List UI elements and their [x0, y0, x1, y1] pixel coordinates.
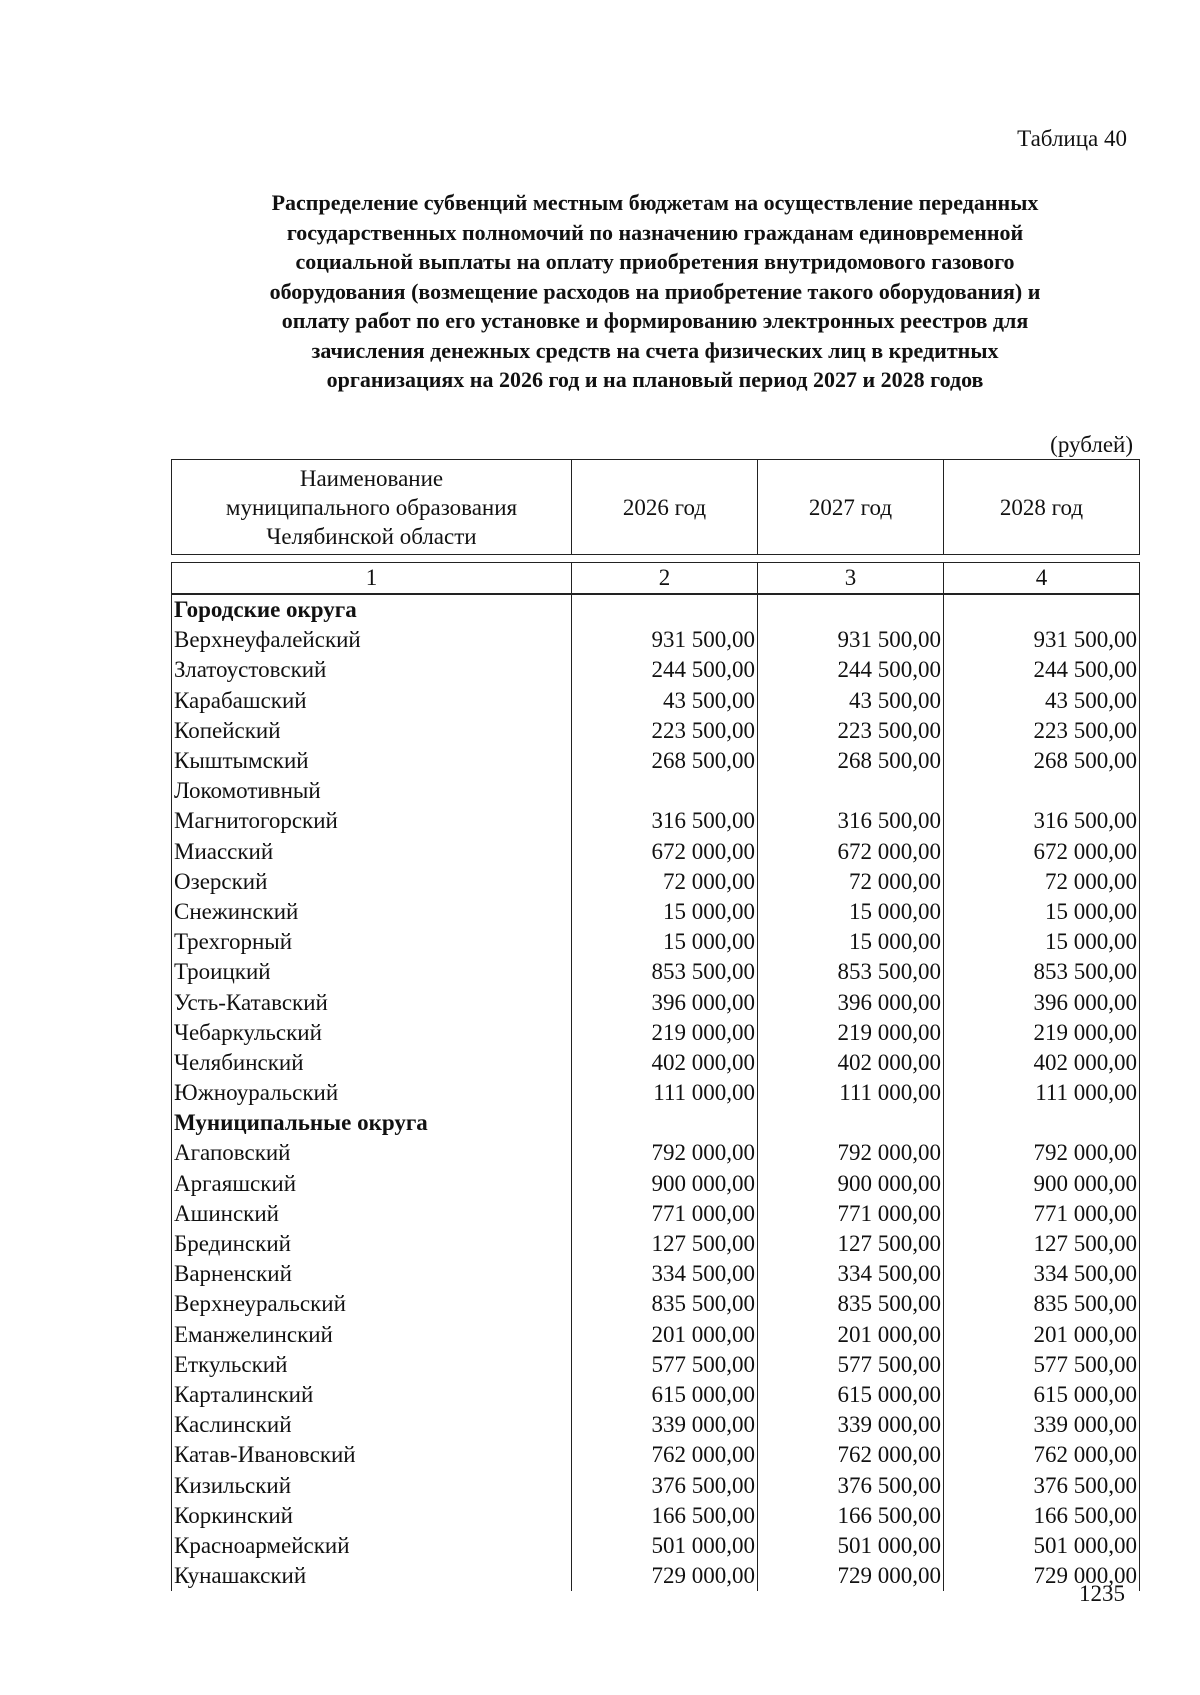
- table-row: [172, 1531, 1140, 1561]
- value-2026: 15 000,00: [572, 897, 758, 927]
- table-row: [172, 1018, 1140, 1048]
- value-2028: 43 500,00: [944, 686, 1140, 716]
- value-2026: 244 500,00: [572, 655, 758, 685]
- value-2028: 501 000,00: [944, 1531, 1140, 1561]
- value-2028: 792 000,00: [944, 1138, 1140, 1168]
- value-2027: 316 500,00: [758, 806, 944, 836]
- table-row: [172, 806, 1140, 836]
- table-row: [172, 1229, 1140, 1259]
- municipality-name: Кыштымский: [172, 746, 572, 776]
- municipality-name: Карабашский: [172, 686, 572, 716]
- table-row: [172, 1440, 1140, 1470]
- empty-cell: [944, 1108, 1140, 1138]
- value-2028: 201 000,00: [944, 1320, 1140, 1350]
- table-row: [172, 957, 1140, 987]
- value-2027: 853 500,00: [758, 957, 944, 987]
- empty-cell: [572, 1108, 758, 1138]
- value-2027: 771 000,00: [758, 1199, 944, 1229]
- municipality-name: Троицкий: [172, 957, 572, 987]
- value-2028: 615 000,00: [944, 1380, 1140, 1410]
- header-year-2028: 2028 год: [944, 460, 1140, 555]
- title-line: оплату работ по его установке и формированию электронных реестров для: [281, 308, 1029, 333]
- value-2028: 729 000,00: [944, 1561, 1140, 1591]
- municipality-name: Локомотивный: [172, 776, 572, 806]
- value-2026: 43 500,00: [572, 686, 758, 716]
- table-row: [172, 625, 1140, 655]
- value-2027: 835 500,00: [758, 1289, 944, 1319]
- table-row: [172, 1048, 1140, 1078]
- header-row: [172, 460, 1140, 555]
- municipality-name: Миасский: [172, 837, 572, 867]
- value-2026: 316 500,00: [572, 806, 758, 836]
- municipality-name: Агаповский: [172, 1138, 572, 1168]
- title-line: оборудования (возмещение расходов на приобретение такого оборудования) и: [269, 278, 1041, 304]
- column-number: 2: [572, 563, 758, 595]
- table-row: [172, 1169, 1140, 1199]
- title-line: социальной выплаты на оплату приобретения внутридомового газового: [295, 249, 1015, 274]
- table-row: [172, 1289, 1140, 1319]
- table-body: [172, 594, 1140, 1591]
- value-2027: 376 500,00: [758, 1470, 944, 1500]
- value-2026: 339 000,00: [572, 1410, 758, 1440]
- column-number: 4: [944, 563, 1140, 595]
- municipality-name: Еткульский: [172, 1350, 572, 1380]
- municipality-name: Каслинский: [172, 1410, 572, 1440]
- value-2028: 577 500,00: [944, 1350, 1140, 1380]
- value-2027: 244 500,00: [758, 655, 944, 685]
- value-2027: 396 000,00: [758, 987, 944, 1017]
- value-2027: 219 000,00: [758, 1018, 944, 1048]
- value-2027: 339 000,00: [758, 1410, 944, 1440]
- header-year-2026: 2026 год: [572, 460, 758, 555]
- value-2026: 771 000,00: [572, 1199, 758, 1229]
- value-2028: 771 000,00: [944, 1199, 1140, 1229]
- value-2028: 339 000,00: [944, 1410, 1140, 1440]
- municipality-name: Ашинский: [172, 1199, 572, 1229]
- table-row: [172, 1259, 1140, 1289]
- empty-cell: [758, 594, 944, 625]
- value-2026: 223 500,00: [572, 716, 758, 746]
- value-2027: 615 000,00: [758, 1380, 944, 1410]
- value-2026: 166 500,00: [572, 1501, 758, 1531]
- value-2027: 72 000,00: [758, 867, 944, 897]
- value-2028: 931 500,00: [944, 625, 1140, 655]
- group-header-row: [172, 1108, 1140, 1138]
- table-row: [172, 1199, 1140, 1229]
- municipality-name: Коркинский: [172, 1501, 572, 1531]
- municipality-name: Челябинский: [172, 1048, 572, 1078]
- title-line: организациях на 2026 год и на плановый период 2027 и 2028 годов: [326, 367, 984, 392]
- value-2028: 376 500,00: [944, 1470, 1140, 1500]
- value-2026: 900 000,00: [572, 1169, 758, 1199]
- value-2027: 15 000,00: [758, 927, 944, 957]
- value-2028: 672 000,00: [944, 837, 1140, 867]
- value-2028: 396 000,00: [944, 987, 1140, 1017]
- value-2028: 853 500,00: [944, 957, 1140, 987]
- value-2026: 376 500,00: [572, 1470, 758, 1500]
- value-2026: 762 000,00: [572, 1440, 758, 1470]
- value-2026: 577 500,00: [572, 1350, 758, 1380]
- value-2027: 931 500,00: [758, 625, 944, 655]
- value-2028: 166 500,00: [944, 1501, 1140, 1531]
- header-name-line: муниципального образования: [225, 494, 518, 520]
- table-row: [172, 1138, 1140, 1168]
- table-row: [172, 897, 1140, 927]
- title-line: Распределение субвенций местным бюджетам на осуществление переданных: [271, 190, 1039, 215]
- value-2026: 268 500,00: [572, 746, 758, 776]
- table-row: [172, 1320, 1140, 1350]
- value-2028: 15 000,00: [944, 897, 1140, 927]
- value-2026: 334 500,00: [572, 1259, 758, 1289]
- header-year-2027: 2027 год: [758, 460, 944, 555]
- table-row: [172, 1561, 1140, 1591]
- table-row: [172, 867, 1140, 897]
- group-title: Муниципальные округа: [172, 1108, 572, 1138]
- municipality-name: Карталинский: [172, 1380, 572, 1410]
- group-header-row: [172, 594, 1140, 625]
- value-2028: 268 500,00: [944, 746, 1140, 776]
- table-row: [172, 1410, 1140, 1440]
- municipality-name: Красноармейский: [172, 1531, 572, 1561]
- value-2026: 931 500,00: [572, 625, 758, 655]
- municipality-name: Копейский: [172, 716, 572, 746]
- table-row: [172, 1380, 1140, 1410]
- value-2027: 166 500,00: [758, 1501, 944, 1531]
- table-row: [172, 1470, 1140, 1500]
- value-2027: 268 500,00: [758, 746, 944, 776]
- value-2027: 762 000,00: [758, 1440, 944, 1470]
- table-row: [172, 1501, 1140, 1531]
- header-name-line: Наименование: [299, 465, 444, 491]
- value-2026: 111 000,00: [572, 1078, 758, 1108]
- value-2027: 127 500,00: [758, 1229, 944, 1259]
- units-label: (рублей): [1050, 432, 1133, 457]
- table-number-label: Таблица 40: [1017, 126, 1127, 151]
- value-2026: 402 000,00: [572, 1048, 758, 1078]
- value-2026: 729 000,00: [572, 1561, 758, 1591]
- empty-cell: [944, 594, 1140, 625]
- municipality-name: Верхнеуральский: [172, 1289, 572, 1319]
- value-2027: 43 500,00: [758, 686, 944, 716]
- municipality-name: Златоустовский: [172, 655, 572, 685]
- value-2027: [758, 776, 944, 806]
- municipality-name: Снежинский: [172, 897, 572, 927]
- value-2027: 15 000,00: [758, 897, 944, 927]
- value-2026: 615 000,00: [572, 1380, 758, 1410]
- table-row: [172, 686, 1140, 716]
- empty-cell: [758, 1108, 944, 1138]
- empty-cell: [572, 594, 758, 625]
- value-2027: 334 500,00: [758, 1259, 944, 1289]
- value-2028: 219 000,00: [944, 1018, 1140, 1048]
- table-row: [172, 716, 1140, 746]
- value-2027: 501 000,00: [758, 1531, 944, 1561]
- value-2028: 402 000,00: [944, 1048, 1140, 1078]
- value-2027: 792 000,00: [758, 1138, 944, 1168]
- municipality-name: Усть-Катавский: [172, 987, 572, 1017]
- value-2026: 792 000,00: [572, 1138, 758, 1168]
- table-row: [172, 987, 1140, 1017]
- municipality-name: Еманжелинский: [172, 1320, 572, 1350]
- value-2026: 853 500,00: [572, 957, 758, 987]
- municipality-name: Верхнеуфалейский: [172, 625, 572, 655]
- municipality-name: Магнитогорский: [172, 806, 572, 836]
- value-2027: 672 000,00: [758, 837, 944, 867]
- municipality-name: Озерский: [172, 867, 572, 897]
- value-2027: 729 000,00: [758, 1561, 944, 1591]
- table-row: [172, 776, 1140, 806]
- value-2027: 402 000,00: [758, 1048, 944, 1078]
- value-2028: 334 500,00: [944, 1259, 1140, 1289]
- value-2026: 219 000,00: [572, 1018, 758, 1048]
- header-separator: [172, 555, 1140, 563]
- value-2026: 201 000,00: [572, 1320, 758, 1350]
- municipality-name: Кунашакский: [172, 1561, 572, 1591]
- value-2028: 835 500,00: [944, 1289, 1140, 1319]
- value-2026: 396 000,00: [572, 987, 758, 1017]
- value-2028: [944, 776, 1140, 806]
- column-number: 3: [758, 563, 944, 595]
- header-name-line: Челябинской области: [266, 523, 477, 549]
- value-2028: 316 500,00: [944, 806, 1140, 836]
- municipality-name: Варненский: [172, 1259, 572, 1289]
- header-municipality: [172, 460, 572, 555]
- value-2027: 201 000,00: [758, 1320, 944, 1350]
- table-row: [172, 1350, 1140, 1380]
- municipality-name: Брединский: [172, 1229, 572, 1259]
- municipality-name: Трехгорный: [172, 927, 572, 957]
- value-2026: 15 000,00: [572, 927, 758, 957]
- municipality-name: Чебаркульский: [172, 1018, 572, 1048]
- title-line: государственных полномочий по назначению гражданам единовременной: [286, 219, 1024, 245]
- value-2028: 762 000,00: [944, 1440, 1140, 1470]
- page-number: 1235: [1079, 1581, 1125, 1606]
- municipality-name: Катав-Ивановский: [172, 1440, 572, 1470]
- value-2026: 127 500,00: [572, 1229, 758, 1259]
- value-2026: 672 000,00: [572, 837, 758, 867]
- column-number-row: [172, 563, 1140, 595]
- value-2027: 900 000,00: [758, 1169, 944, 1199]
- table-row: [172, 1078, 1140, 1108]
- value-2028: 72 000,00: [944, 867, 1140, 897]
- table-row: [172, 746, 1140, 776]
- value-2026: 501 000,00: [572, 1531, 758, 1561]
- value-2027: 111 000,00: [758, 1078, 944, 1108]
- value-2028: 15 000,00: [944, 927, 1140, 957]
- value-2026: 72 000,00: [572, 867, 758, 897]
- municipality-name: Аргаяшский: [172, 1169, 572, 1199]
- table-row: [172, 927, 1140, 957]
- municipality-name: Южноуральский: [172, 1078, 572, 1108]
- subvention-table: [171, 459, 1140, 1591]
- group-title: Городские округа: [172, 594, 572, 625]
- value-2028: 127 500,00: [944, 1229, 1140, 1259]
- value-2026: [572, 776, 758, 806]
- value-2027: 577 500,00: [758, 1350, 944, 1380]
- table-row: [172, 837, 1140, 867]
- value-2028: 223 500,00: [944, 716, 1140, 746]
- value-2028: 244 500,00: [944, 655, 1140, 685]
- title-line: зачисления денежных средств на счета физических лиц в кредитных: [311, 337, 999, 363]
- value-2026: 835 500,00: [572, 1289, 758, 1319]
- value-2028: 900 000,00: [944, 1169, 1140, 1199]
- column-number: 1: [172, 563, 572, 595]
- table-row: [172, 655, 1140, 685]
- document-title: [160, 188, 1150, 395]
- value-2028: 111 000,00: [944, 1078, 1140, 1108]
- municipality-name: Кизильский: [172, 1470, 572, 1500]
- value-2027: 223 500,00: [758, 716, 944, 746]
